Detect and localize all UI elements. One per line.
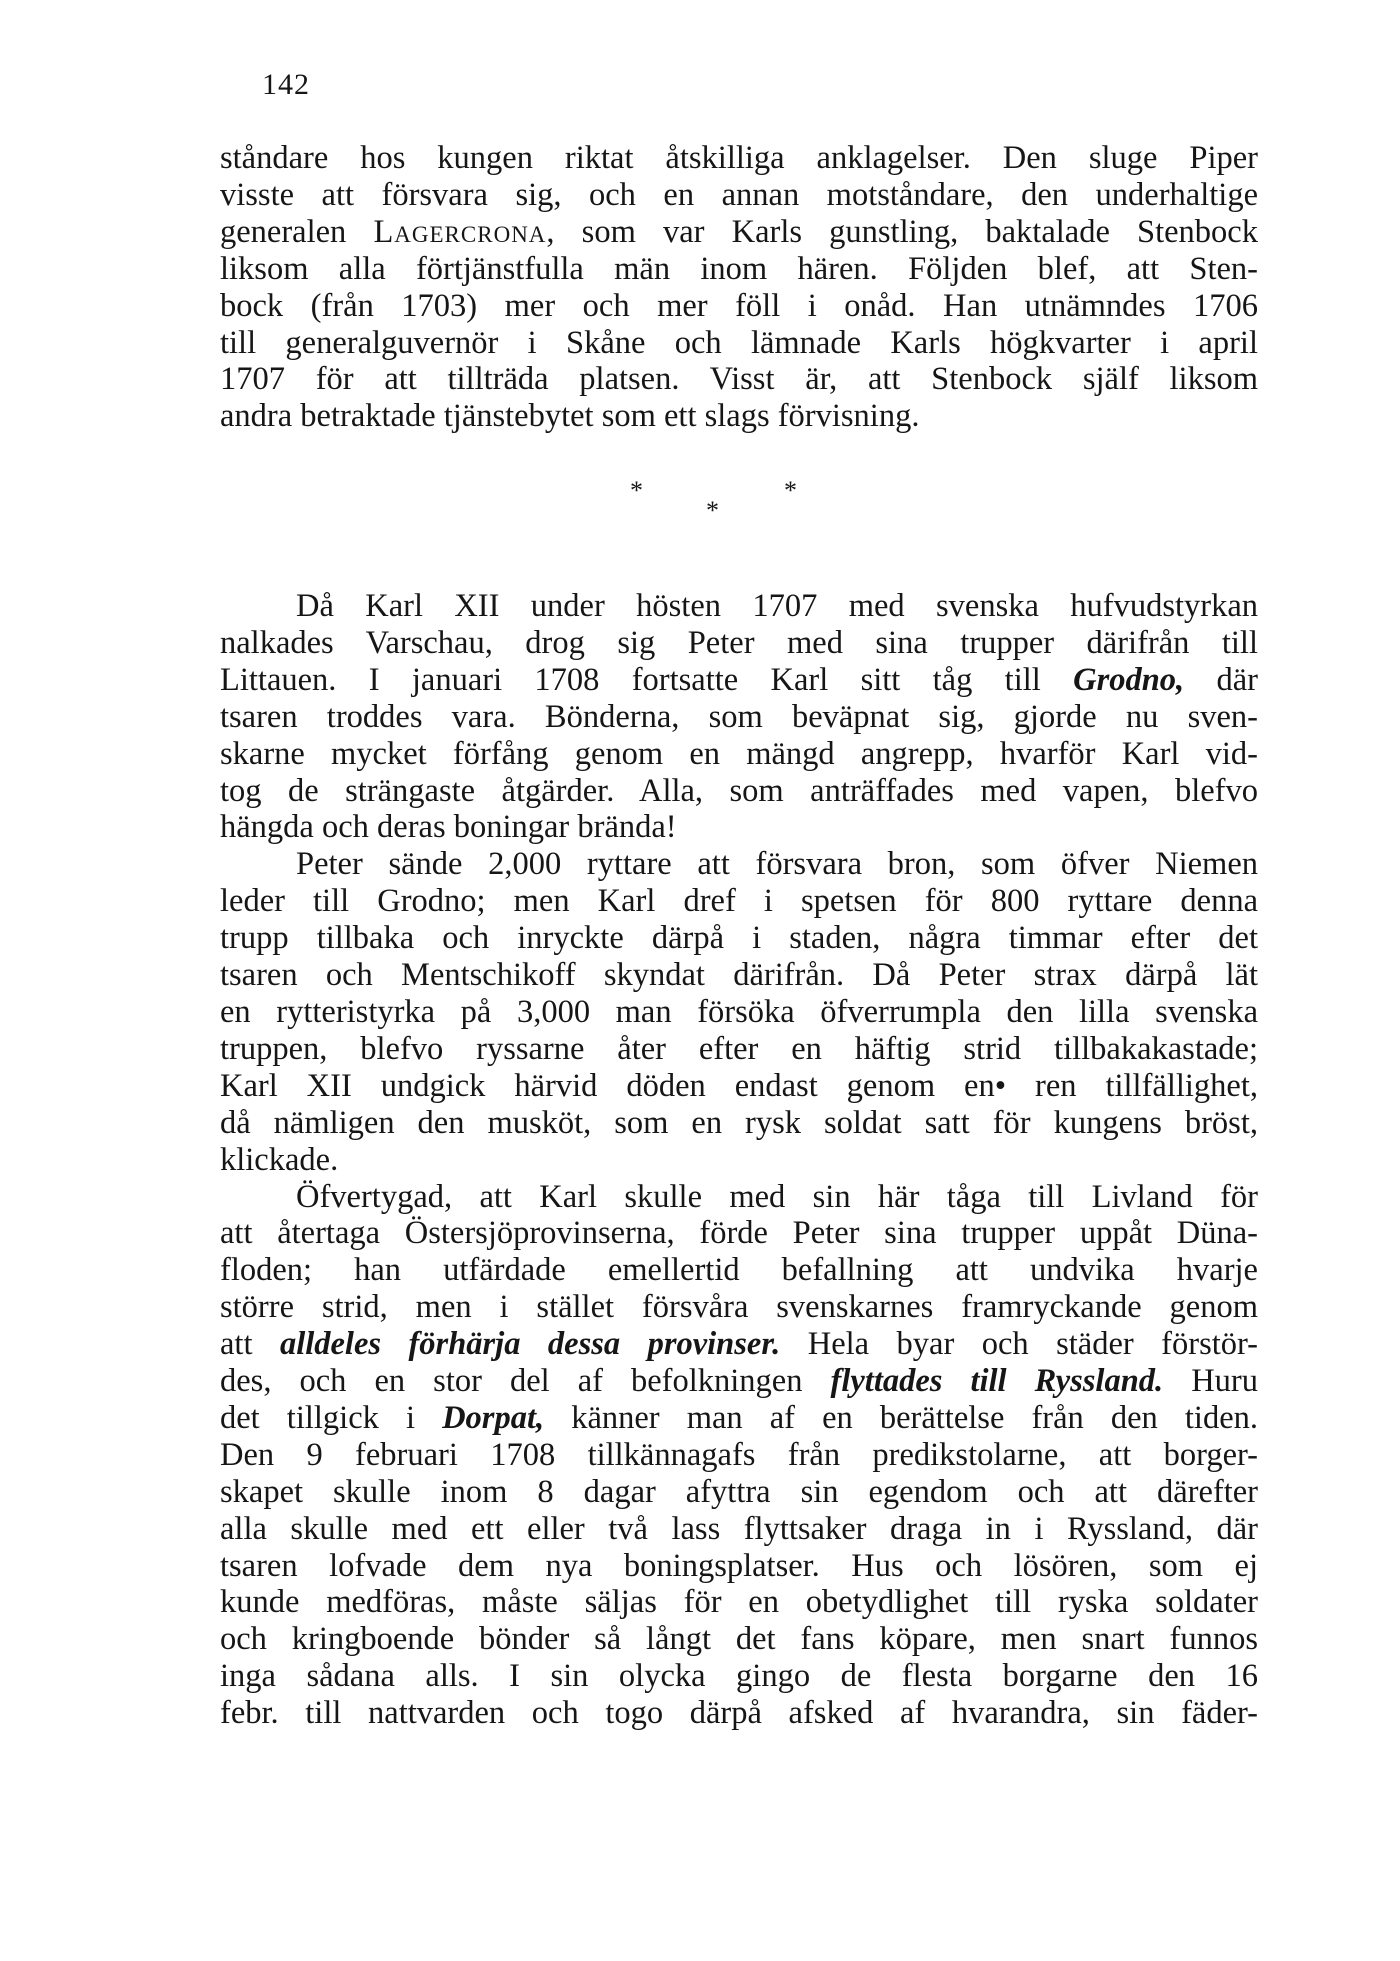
text-line: nalkades Varschau, drog sig Peter med sina trupper därifrån till [220,624,1258,661]
text-line [220,1363,1258,1400]
text-line: skarne mycket förfång genom en mängd angrepp, hvarför Karl vid- [220,735,1258,772]
line-text: Huru [1163,1363,1259,1400]
text-line [220,1400,1258,1437]
text-line: och kringboende bönder så långt det fans köpare, men snart funnos [220,1621,1258,1658]
text-line: 1707 för att tillträda platsen. Visst är, att Stenbock själf liksom [220,361,1258,398]
text-line: Den 9 februari 1708 tillkännagafs från predikstolarne, att borger- [220,1436,1258,1473]
text-line: Karl XII undgick härvid döden endast genom en• ren tillfällighet, [220,1067,1258,1104]
emphasis-italic: flyttades till Ryssland. [830,1363,1164,1400]
paragraph-4 [220,1179,1258,1733]
text-line: tsaren troddes vara. Bönderna, som beväpnat sig, gjorde nu sven- [220,698,1258,735]
place-name-italic: Grodno, [1073,661,1185,698]
paragraph-2 [220,588,1258,846]
text-line: leder till Grodno; men Karl dref i spetsen för 800 ryttare denna [220,883,1258,920]
text-line: trupp tillbaka och inryckte därpå i staden, några timmar efter det [220,920,1258,957]
line-text: , som var Karls gunstling, baktalade Stenbock [546,213,1258,250]
text-line: tsaren lofvade dem nya boningsplatser. Hus och lösören, som ej [220,1547,1258,1584]
text-line: febr. till nattvarden och togo därpå afsked af hvarandra, sin fäder- [220,1695,1258,1732]
line-text: det tillgick i [220,1399,443,1436]
text-line: då nämligen den musköt, som en rysk soldat satt för kungens bröst, [220,1104,1258,1141]
text-line: truppen, blefvo ryssarne åter efter en häftig strid tillbakakastade; [220,1030,1258,1067]
text-line: liksom alla förtjänstfulla män inom hären. Följden blef, att Sten- [220,250,1258,287]
paragraph-1 [220,140,1258,435]
text-line: tsaren och Mentschikoff skyndat därifrån. Då Peter strax därpå lät [220,957,1258,994]
line-text: där [1184,661,1259,698]
place-name-italic: Dorpat, [442,1399,545,1436]
line-text: att [220,1326,280,1363]
text-line: andra betraktade tjänstebytet som ett slags förvisning. [220,398,920,435]
text-block-top [220,140,1258,435]
person-name-small-caps: Lagercrona [373,213,547,250]
text-line [220,1326,1258,1363]
text-block-main [220,588,1258,1732]
text-line: att återtaga Östersjöprovinserna, förde Peter sina trupper uppåt Düna- [220,1215,1258,1252]
text-line: ståndare hos kungen riktat åtskilliga anklagelser. Den sluge Piper [220,140,1258,176]
line-text: Littauen. I januari 1708 fortsatte Karl sitt tåg till [220,661,1074,698]
line-text: des, och en stor del af befolkningen [220,1363,831,1400]
text-line: kunde medföras, måste säljas för en obetydlighet till ryska soldater [220,1584,1258,1621]
asterisk-mark: * [706,496,719,525]
asterisk-mark: * [784,476,797,505]
line-text: generalen [220,213,374,250]
text-line: inga sådana alls. I sin olycka gingo de flesta borgarne den 16 [220,1658,1258,1695]
asterisk-mark: * [630,476,643,505]
text-line: en rytteristyrka på 3,000 man försöka öfverrumpla den lilla svenska [220,993,1258,1030]
line-text: känner man af en berättelse från den tiden. [544,1399,1258,1436]
paragraph-3 [220,846,1258,1178]
text-line: bock (från 1703) mer och mer föll i onåd. Han utnämndes 1706 [220,287,1258,324]
text-line [220,214,1258,251]
text-line: större strid, men i stället försvåra svenskarnes framryckande genom [220,1289,1258,1326]
text-line: klickade. [220,1141,339,1178]
text-line: Peter sände 2,000 ryttare att försvara bron, som öfver Niemen [296,846,1258,883]
page-number: 142 [262,68,310,101]
text-line: Öfvertygad, att Karl skulle med sin här tåga till Livland för [296,1178,1258,1215]
text-line: Då Karl XII under hösten 1707 med svenska hufvudstyrkan [296,588,1258,624]
text-line [220,662,1258,699]
text-line: floden; han utfärdade emellertid befallning att undvika hvarje [220,1252,1258,1289]
text-line: alla skulle med ett eller två lass flyttsaker draga in i Ryssland, där [220,1510,1258,1547]
text-line: tog de strängaste åtgärder. Alla, som anträffades med vapen, blefvo [220,772,1258,809]
emphasis-italic: alldeles förhärja dessa provinser. [279,1326,781,1363]
text-line: visste att försvara sig, och en annan motståndare, den underhaltige [220,176,1258,213]
text-line: hängda och deras boningar brända! [220,809,677,846]
section-break-asterisks [620,472,860,532]
text-line: skapet skulle inom 8 dagar afyttra sin egendom och att därefter [220,1473,1258,1510]
text-line: till generalguvernör i Skåne och lämnade Karls högkvarter i april [220,324,1258,361]
line-text: Hela byar och städer förstör- [780,1326,1258,1363]
